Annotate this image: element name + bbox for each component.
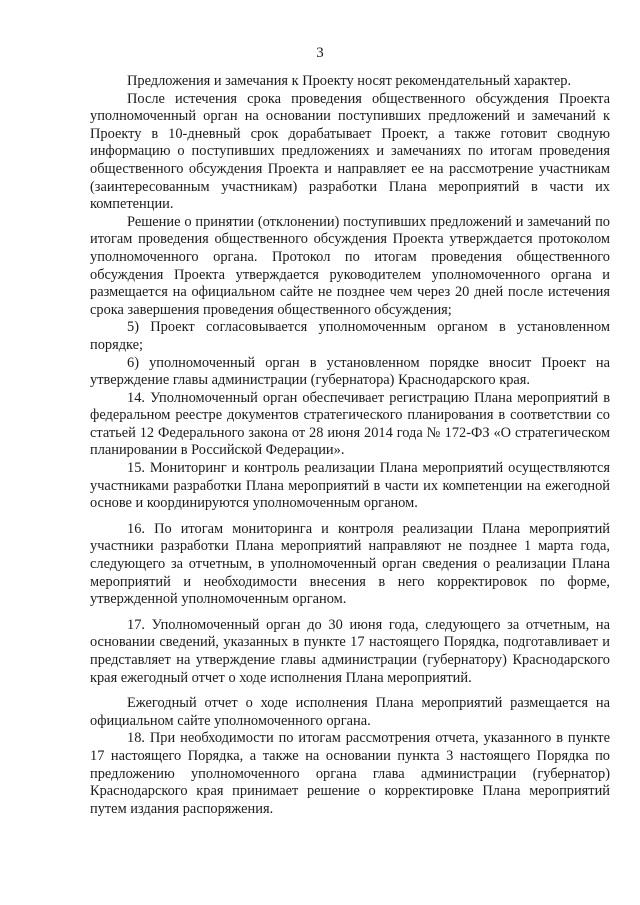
paragraph: 16. По итогам мониторинга и контроля реализации Плана мероприятий участники разработки Плана мероприятий направляют не позднее 1 марта года, следующего за отчетным, в уполномоченный орган сведения о реализации Плана мероприятий и необходимости внесения в него корректировок по форме, утвержденной уполномоченным органом. <box>90 520 610 608</box>
page-number: 3 <box>316 45 324 61</box>
paragraph: Решение о принятии (отклонении) поступивших предложений и замечаний по итогам проведения общественного обсуждения Проекта утверждается протоколом уполномоченного органа. Протокол по итогам проведения общественного обсуждения Проекта утверждается руководителем уполномоченного органа и размещается на официальном сайте не позднее чем через 20 дней после истечения срока завершения проведения общественного обсуждения; <box>90 213 610 318</box>
paragraph: 6) уполномоченный орган в установленном порядке вносит Проект на утверждение главы администрации (губернатора) Краснодарского края. <box>90 354 610 389</box>
paragraph: Ежегодный отчет о ходе исполнения Плана мероприятий размещается на официальном сайте уполномоченного органа. <box>90 695 610 729</box>
paragraph: 14. Уполномоченный орган обеспечивает регистрацию Плана мероприятий в федеральном реестре документов стратегического планирования в соответствии со статьей 12 Федерального закона от 28 июня 2014 года № 172-ФЗ «О стратегическом планировании в Российской Федерации». <box>90 389 610 459</box>
paragraph: Предложения и замечания к Проекту носят рекомендательный характер. <box>127 73 572 89</box>
paragraph: 18. При необходимости по итогам рассмотрения отчета, указанного в пункте 17 настоящего Порядка, а также на основании пункта 3 настоящего Порядка по предложению уполномоченного органа глава администрации (губернатор) Краснодарского края принимает решение о корректировке Плана мероприятий путем издания распоряжения. <box>90 730 610 817</box>
paragraph: 17. Уполномоченный орган до 30 июня года, следующего за отчетным, на основании сведений, указанных в пункте 17 настоящего Порядка, подготавливает и представляет на утверждение главы администрации (губернатору) Краснодарского края ежегодный отчет о ходе исполнения Плана мероприятий. <box>90 616 610 686</box>
document-body <box>90 73 610 818</box>
paragraph: 15. Мониторинг и контроль реализации Плана мероприятий осуществляются участниками разработки Плана мероприятий в части их компетенции на ежегодной основе и координируются уполномоченным органом. <box>90 460 610 512</box>
paragraph: После истечения срока проведения общественного обсуждения Проекта уполномоченный орган на основании поступивших предложений и замечаний к Проекту в 10-дневный срок дорабатывает Проект, а также готовит сводную информацию о поступивших предложениях и замечаниях по итогам проведения общественного обсуждения Проекта и направляет ее на рассмотрение участникам (заинтересованным участникам) разработки Плана мероприятий в части их компетенции. <box>90 90 610 213</box>
paragraph: 5) Проект согласовывается уполномоченным органом в установленном порядке; <box>90 319 610 353</box>
